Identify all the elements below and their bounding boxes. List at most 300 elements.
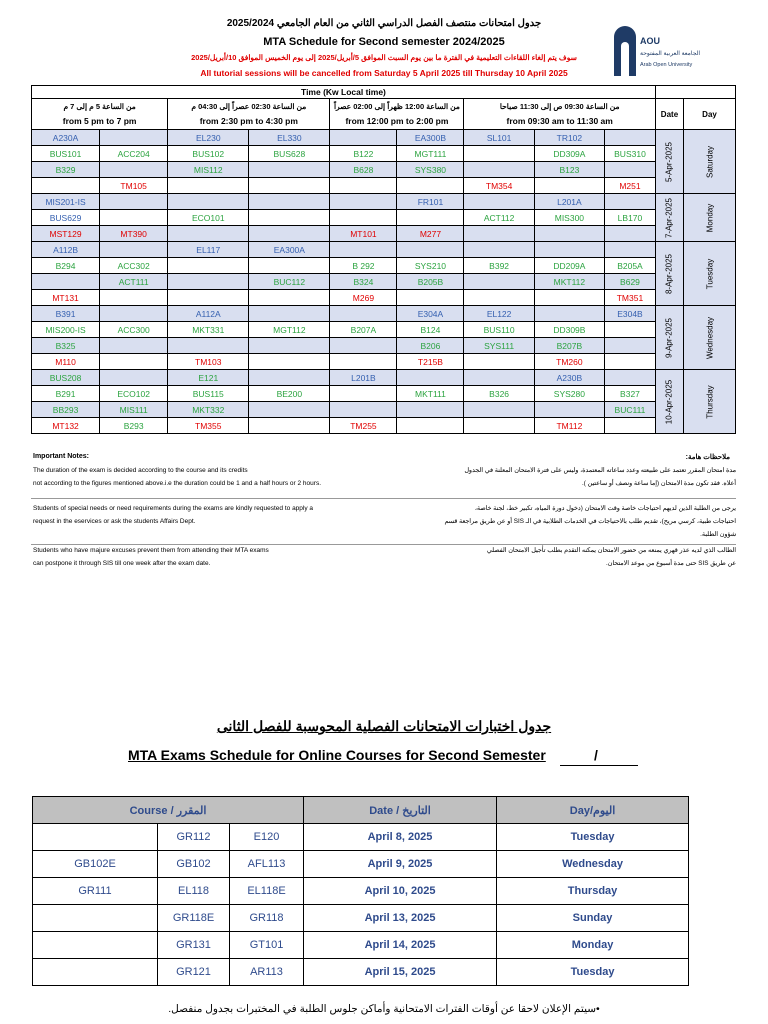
course-code: TM260 [556, 356, 583, 367]
logo-english-name: Arab Open University [640, 62, 693, 68]
course-code-cell: GR118 [230, 905, 304, 932]
exam-date: 7-Apr-2025 [664, 197, 674, 238]
slot-header-noon [330, 99, 464, 130]
course-cell [168, 370, 249, 386]
title-english: MTA Schedule for Second semester 2024/2025 [263, 36, 505, 48]
note-line: الطالب الذي لديه عذر قهري يمنعه من حضور الامتحان يمكنه التقدم بطلب تأجيل الامتحان الفصلي [486, 547, 736, 554]
course-code: B124 [420, 324, 441, 335]
slot-header-afternoon [168, 99, 330, 130]
course-code: EL122 [486, 308, 512, 319]
course-cell [330, 386, 397, 402]
course-cell [464, 290, 534, 306]
note-line: not according to the figures mentioned above.i.e the duration could be 1 and a half hours or 2 hours. [33, 480, 321, 487]
course-cell [249, 418, 330, 434]
course-code: E304A [417, 308, 444, 319]
course-cell [397, 322, 464, 338]
course-code: L201B [351, 372, 376, 383]
note-line: احتياجات طبية، كرسي مريح)، تقديم طلب بالاحتياجات في الخدمات الطلابية في الـ SIS أو عن طريق مراجعة قسم [444, 518, 736, 525]
course-cell [249, 322, 330, 338]
course-cell [249, 258, 330, 274]
course-cell [605, 162, 656, 178]
course-code-cell [33, 932, 158, 959]
course-code-cell [33, 824, 158, 851]
course-code: BUC111 [614, 404, 646, 415]
course-code: B325 [55, 340, 76, 351]
online-title-english: MTA Exams Schedule for Online Courses for Second Semester [128, 747, 546, 763]
course-cell [534, 306, 604, 322]
course-code-cell: GB102 [158, 851, 230, 878]
course-code-cell: EL118E [230, 878, 304, 905]
course-cell [397, 226, 464, 242]
exam-day: Tuesday [705, 258, 715, 289]
course-code: BUS310 [614, 148, 646, 159]
course-cell [464, 146, 534, 162]
slot-arabic: من الساعة 5 م إلى 7 م [63, 102, 136, 111]
course-cell [397, 386, 464, 402]
course-cell [605, 402, 656, 418]
course-cell [249, 370, 330, 386]
course-cell [100, 226, 168, 242]
date-cell [655, 194, 683, 242]
course-column-header: Course / المقرر [33, 797, 304, 824]
course-code: SYS111 [484, 340, 515, 351]
course-code: B122 [353, 148, 374, 159]
course-cell [32, 146, 100, 162]
date-cell [655, 130, 683, 194]
schedule-row [32, 146, 736, 162]
schedule-row [32, 386, 736, 402]
course-code: BUS628 [273, 148, 306, 159]
day-column-header: Day [684, 99, 736, 130]
course-cell [330, 242, 397, 258]
course-code: SL101 [486, 132, 512, 143]
course-cell [100, 386, 168, 402]
course-cell [249, 402, 330, 418]
course-cell [397, 354, 464, 370]
course-cell [534, 402, 604, 418]
course-code: B205B [417, 276, 444, 287]
course-code: B329 [55, 164, 76, 175]
course-code: SYS380 [414, 164, 447, 175]
day-cell [684, 130, 736, 194]
course-cell [330, 354, 397, 370]
course-cell [168, 306, 249, 322]
course-cell [32, 386, 100, 402]
note-3-en [33, 544, 395, 570]
blank-header [655, 86, 735, 99]
course-code: EL330 [277, 132, 302, 143]
course-cell [464, 354, 534, 370]
course-cell [100, 322, 168, 338]
course-cell [464, 322, 534, 338]
course-code: B327 [620, 388, 640, 399]
course-cell [464, 274, 534, 290]
course-cell [605, 274, 656, 290]
course-cell [168, 290, 249, 306]
course-cell [32, 194, 100, 210]
course-code: B207A [350, 324, 377, 335]
course-cell [464, 306, 534, 322]
course-cell [330, 418, 397, 434]
exam-date-cell: April 8, 2025 [304, 824, 497, 851]
course-cell [32, 370, 100, 386]
logo-abbrev: AOU [640, 36, 660, 46]
aou-logo-mark [614, 26, 636, 76]
course-cell [330, 290, 397, 306]
course-cell [330, 274, 397, 290]
course-cell [100, 130, 168, 146]
course-code: EA300A [273, 244, 305, 255]
course-code-cell [33, 905, 158, 932]
course-code: MT131 [52, 292, 79, 303]
course-cell [464, 242, 534, 258]
exam-date: 9-Apr-2025 [664, 317, 674, 358]
course-code: MKT112 [553, 276, 586, 287]
course-code: B326 [489, 388, 510, 399]
course-code-cell: GB102E [33, 851, 158, 878]
time-header: Time (Kw Local time) [32, 86, 656, 99]
course-cell [32, 130, 100, 146]
date-cell [655, 370, 683, 434]
course-cell [249, 194, 330, 210]
course-cell [32, 210, 100, 226]
online-footnote: •سيتم الإعلان لاحقا عن أوقات الفترات الامتحانية وأماكن جلوس الطلبة في المختبرات بجدول منفصل. [168, 1003, 600, 1015]
course-cell [100, 258, 168, 274]
online-exam-row [33, 824, 689, 851]
course-cell [32, 338, 100, 354]
course-cell [100, 242, 168, 258]
course-cell [605, 306, 656, 322]
course-code-cell: E120 [230, 824, 304, 851]
schedule-row [32, 290, 736, 306]
course-cell [168, 274, 249, 290]
course-cell [534, 162, 604, 178]
course-code: EL230 [195, 132, 221, 143]
course-code: ECO102 [117, 388, 150, 399]
course-cell [605, 386, 656, 402]
notes-title: Important Notes: [33, 453, 89, 460]
course-cell [464, 226, 534, 242]
note-line: شؤون الطلبة. [700, 531, 736, 538]
course-code: B392 [489, 260, 510, 271]
course-code: B324 [353, 276, 374, 287]
course-code: B391 [55, 308, 76, 319]
course-cell [464, 130, 534, 146]
note-1-en [33, 464, 395, 490]
course-cell [330, 322, 397, 338]
online-title-underline [560, 765, 638, 766]
course-cell [605, 322, 656, 338]
course-cell [100, 370, 168, 386]
note-line: can postpone it through SIS till one week after the exam date. [33, 560, 211, 567]
schedule-row [32, 226, 736, 242]
slot-header-evening [32, 99, 168, 130]
note-line: Students who have majure excuses prevent them from attending their MTA exams [33, 547, 269, 554]
exam-day-cell: Tuesday [497, 824, 689, 851]
course-code: A230B [556, 372, 583, 383]
course-cell [534, 274, 604, 290]
course-code-cell: AR113 [230, 959, 304, 986]
course-code: MIS300 [554, 212, 585, 223]
course-cell [464, 338, 534, 354]
course-code: B628 [353, 164, 374, 175]
course-cell [330, 130, 397, 146]
course-cell [330, 210, 397, 226]
course-code-cell: GR118E [158, 905, 230, 932]
schedule-row [32, 306, 736, 322]
schedule-row [32, 274, 736, 290]
course-code: TM105 [120, 180, 147, 191]
course-code: M277 [419, 228, 442, 239]
course-cell [32, 418, 100, 434]
course-code: MIS111 [119, 404, 148, 415]
course-cell [464, 178, 534, 194]
course-cell [534, 194, 604, 210]
course-code: MT132 [52, 420, 79, 431]
schedule-row [32, 418, 736, 434]
course-cell [100, 418, 168, 434]
schedule-row [32, 370, 736, 386]
course-code: BUS101 [49, 148, 82, 159]
course-cell [464, 162, 534, 178]
slot-english: from 09:30 am to 11:30 am [506, 116, 613, 126]
course-code: MKT111 [415, 388, 446, 399]
course-code-cell: GT101 [230, 932, 304, 959]
course-cell [397, 274, 464, 290]
course-cell [330, 178, 397, 194]
course-cell [605, 146, 656, 162]
course-cell [397, 290, 464, 306]
mta-schedule-table [31, 85, 736, 434]
course-cell [397, 338, 464, 354]
course-code: EA300B [414, 132, 447, 143]
course-cell [605, 338, 656, 354]
course-cell [605, 178, 656, 194]
course-code: TM103 [195, 356, 222, 367]
note-line: عن طريق SIS حتى مدة أسبوع من موعد الامتحان. [606, 560, 736, 567]
exam-day-cell: Thursday [497, 878, 689, 905]
course-cell [464, 386, 534, 402]
course-code: TM112 [556, 420, 583, 431]
course-code: MIS112 [193, 164, 223, 175]
course-code: B291 [55, 388, 76, 399]
course-cell [100, 290, 168, 306]
course-cell [100, 178, 168, 194]
course-code: BUS115 [192, 388, 224, 399]
course-cell [534, 130, 604, 146]
date-column-header: Date / التاريخ [304, 797, 497, 824]
course-cell [168, 338, 249, 354]
course-code: ACC300 [117, 324, 150, 335]
course-cell [534, 242, 604, 258]
online-exam-row [33, 905, 689, 932]
course-cell [249, 338, 330, 354]
course-code: MKT332 [192, 404, 225, 415]
course-cell [168, 258, 249, 274]
course-code: SYS210 [414, 260, 447, 271]
course-cell [397, 210, 464, 226]
exam-day: Monday [705, 203, 715, 232]
course-cell [249, 162, 330, 178]
course-cell [464, 194, 534, 210]
course-cell [464, 402, 534, 418]
course-code: MIS200-IS [45, 324, 86, 335]
course-code: SYS280 [553, 388, 585, 399]
course-code-cell: GR111 [33, 878, 158, 905]
course-cell [397, 194, 464, 210]
note-line: أعلاه. فقد تكون مدة الامتحان (إما ساعة ونصف أو ساعتين ). [581, 480, 736, 487]
course-code: TM351 [616, 292, 644, 303]
course-code: B205A [617, 260, 643, 271]
course-cell [464, 210, 534, 226]
online-exams-table [32, 796, 689, 986]
course-code: BUS629 [49, 212, 82, 223]
title-arabic: جدول امتحانات منتصف الفصل الدراسي الثاني من العام الجامعي 2025/2024 [226, 18, 542, 29]
course-cell [397, 178, 464, 194]
course-code: B207B [556, 340, 583, 351]
date-column-header: Date [655, 99, 683, 130]
exam-date: 10-Apr-2025 [664, 379, 674, 424]
schedule-row [32, 402, 736, 418]
course-cell [605, 370, 656, 386]
course-code: A112A [195, 308, 221, 319]
exam-date-cell: April 9, 2025 [304, 851, 497, 878]
course-code: ACC302 [117, 260, 150, 271]
schedule-row [32, 338, 736, 354]
course-cell [32, 354, 100, 370]
course-cell [330, 306, 397, 322]
course-cell [464, 258, 534, 274]
course-cell [330, 402, 397, 418]
schedule-row [32, 354, 736, 370]
slot-english: from 5 pm to 7 pm [62, 116, 137, 126]
course-code: BUS102 [192, 148, 225, 159]
course-code: MT101 [350, 228, 377, 239]
course-cell [534, 338, 604, 354]
course-cell [397, 162, 464, 178]
notes-title-arabic: ملاحظات هامة: [685, 454, 730, 461]
course-cell [100, 146, 168, 162]
course-cell [534, 146, 604, 162]
course-cell [534, 226, 604, 242]
course-cell [534, 290, 604, 306]
course-code: MGT111 [414, 148, 447, 159]
course-cell [249, 146, 330, 162]
course-cell [397, 370, 464, 386]
day-cell [684, 242, 736, 306]
course-code: MGT112 [273, 324, 306, 335]
note-line: يرجى من الطلبة الذين لديهم احتياجات خاصة وقت الامتحان (دخول دورة المياه، تكبير خط، لجنة خاصة، [474, 505, 736, 512]
course-code: M269 [352, 292, 375, 303]
course-code: DD309B [553, 324, 586, 335]
course-cell [32, 274, 100, 290]
schedule-row [32, 322, 736, 338]
course-code: M110 [55, 356, 76, 367]
schedule-row [32, 194, 736, 210]
course-cell [249, 130, 330, 146]
date-cell [655, 242, 683, 306]
course-cell [605, 226, 656, 242]
note-1-ar [400, 464, 736, 490]
course-cell [100, 194, 168, 210]
course-code: B 292 [352, 260, 375, 271]
course-cell [249, 306, 330, 322]
slot-arabic: من الساعة 02:30 عصراً إلى 04:30 م [191, 102, 307, 111]
exam-day-cell: Sunday [497, 905, 689, 932]
course-cell [605, 210, 656, 226]
course-cell [249, 210, 330, 226]
course-code: ECO101 [191, 212, 225, 223]
course-cell [605, 290, 656, 306]
course-code: B123 [559, 164, 580, 175]
course-cell [605, 242, 656, 258]
course-code: BUC112 [273, 276, 306, 287]
course-cell [249, 242, 330, 258]
course-code: B206 [420, 340, 441, 351]
note-2-ar [400, 502, 736, 541]
course-cell [100, 402, 168, 418]
schedule-row [32, 130, 736, 146]
note-2-en [33, 502, 395, 528]
course-code: BE200 [276, 388, 303, 399]
slot-english: from 12:00 pm to 2:00 pm [345, 116, 449, 126]
course-code: M251 [619, 180, 641, 191]
course-code: DD209A [553, 260, 586, 271]
exam-day: Thursday [705, 384, 715, 419]
course-cell [168, 130, 249, 146]
course-cell [168, 402, 249, 418]
exam-date-cell: April 15, 2025 [304, 959, 497, 986]
course-cell [168, 162, 249, 178]
course-cell [32, 178, 100, 194]
schedule-body [32, 130, 736, 434]
course-cell [100, 354, 168, 370]
course-cell [100, 210, 168, 226]
course-code: BB293 [52, 404, 79, 415]
course-code-cell: AFL113 [230, 851, 304, 878]
course-code: TR102 [556, 132, 583, 143]
online-title-slash: / [594, 747, 598, 763]
exam-day: Saturday [705, 145, 715, 178]
note-line: request in the eservices or ask the students Affairs Dept. [33, 518, 196, 525]
course-cell [397, 242, 464, 258]
slot-header-morning [464, 99, 655, 130]
course-code-cell: GR131 [158, 932, 230, 959]
course-cell [168, 322, 249, 338]
exam-day-cell: Monday [497, 932, 689, 959]
course-code: B629 [620, 276, 640, 287]
course-cell [534, 386, 604, 402]
course-code: T215B [417, 356, 443, 367]
exam-day-cell: Tuesday [497, 959, 689, 986]
slot-arabic: من الساعة 09:30 ص إلى 11:30 صباحا [499, 102, 620, 111]
course-code: A112B [53, 244, 78, 255]
course-cell [397, 146, 464, 162]
course-cell [605, 130, 656, 146]
day-column-header: Day/اليوم [497, 797, 689, 824]
course-cell [397, 402, 464, 418]
course-cell [605, 258, 656, 274]
online-exam-row [33, 878, 689, 905]
course-code: A230A [52, 132, 79, 143]
course-cell [100, 306, 168, 322]
course-cell [330, 370, 397, 386]
note-3-ar [400, 544, 736, 570]
course-code: TM354 [485, 180, 513, 191]
day-cell [684, 194, 736, 242]
course-cell [330, 338, 397, 354]
exam-day-cell: Wednesday [497, 851, 689, 878]
